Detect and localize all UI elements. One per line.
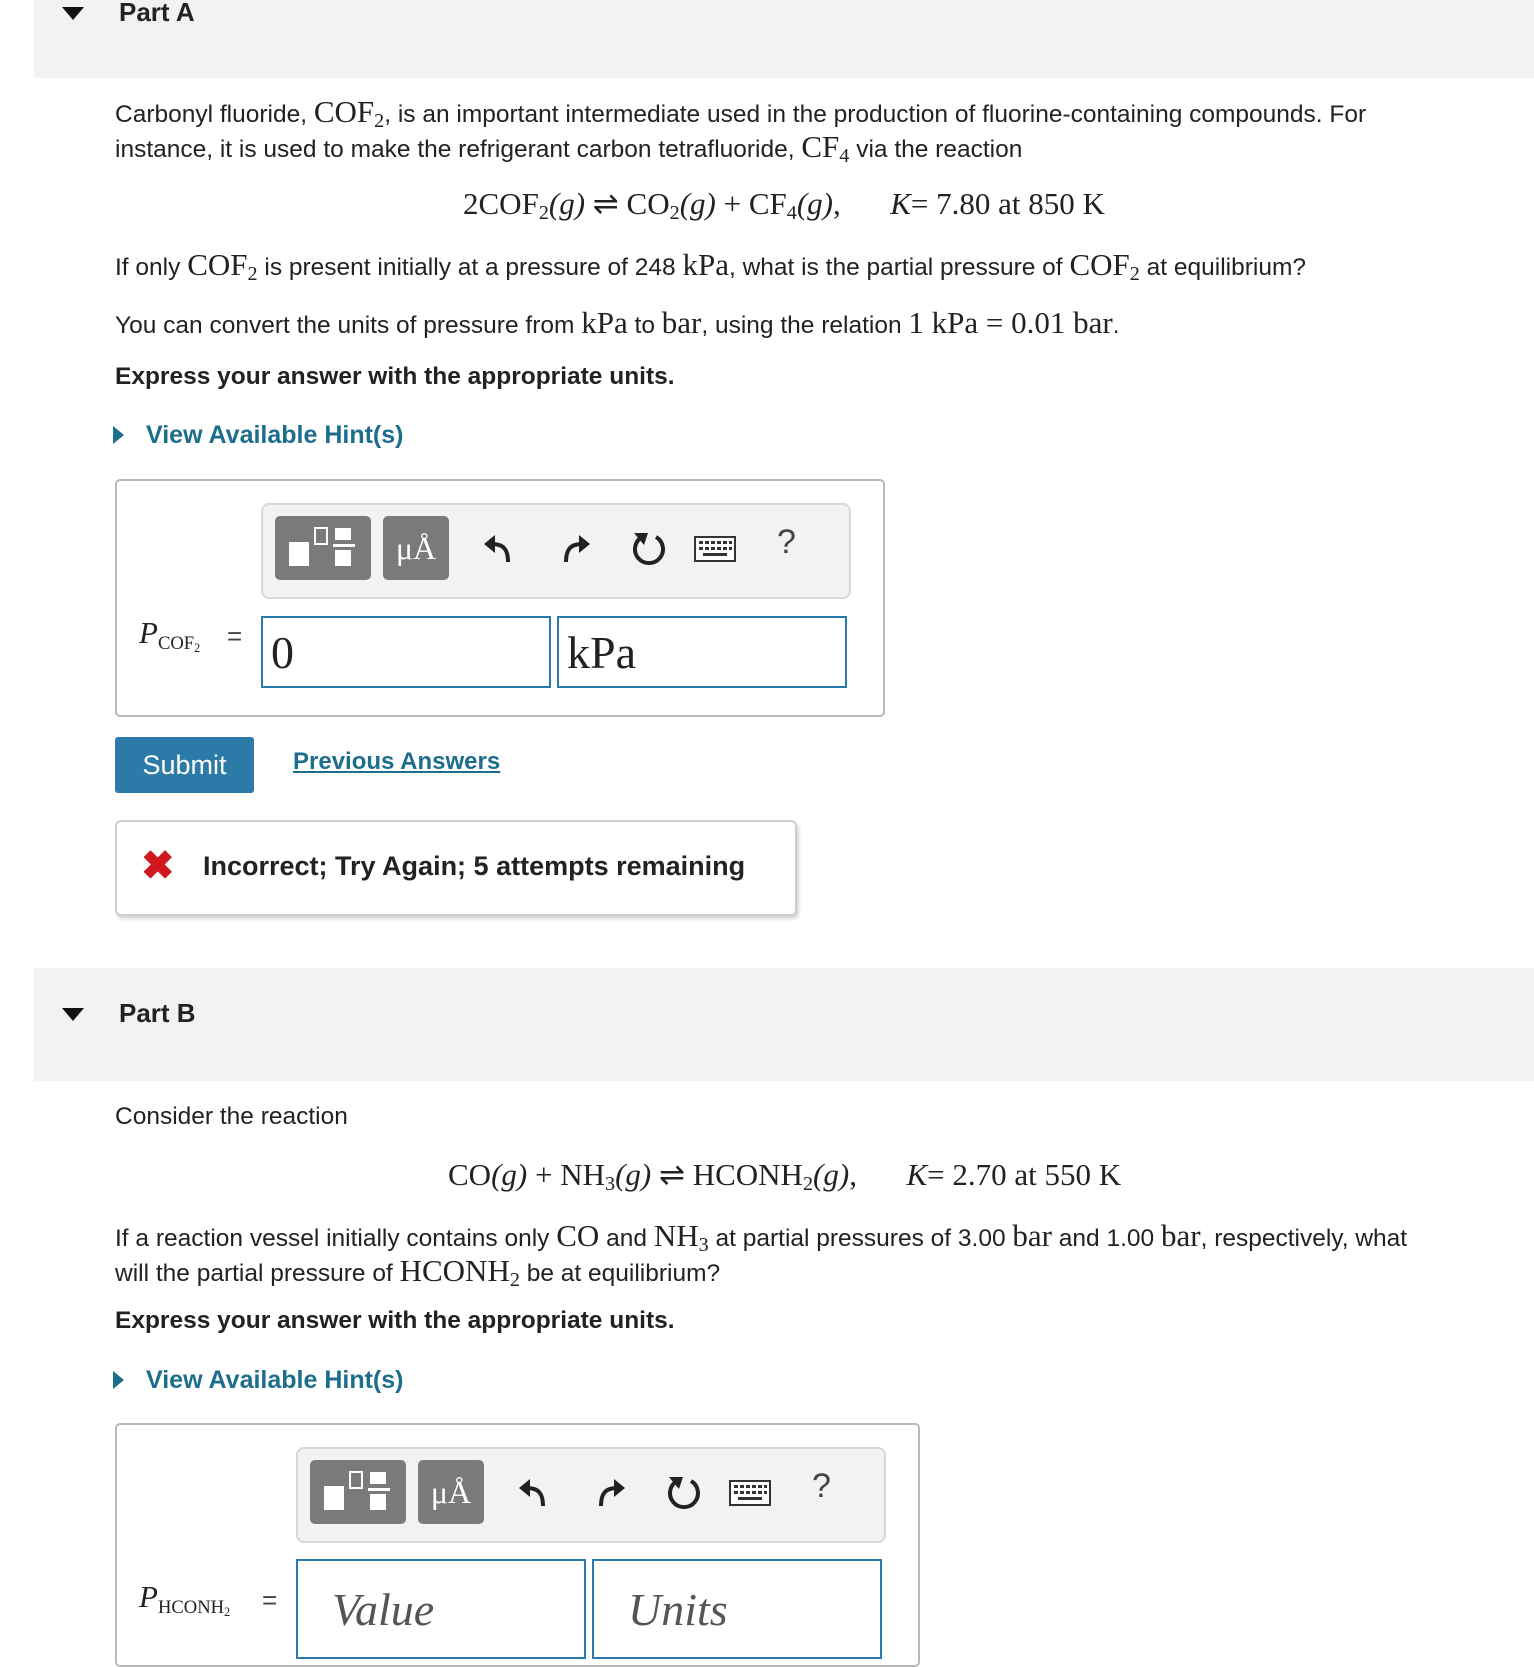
reset-icon[interactable] [660,1469,708,1517]
previous-answers-link[interactable]: Previous Answers [293,748,501,775]
part-b-title: Part B [119,998,196,1028]
feedback-text: Incorrect; Try Again; 5 attempts remaining [203,851,746,881]
part-a-header[interactable] [34,0,1534,78]
part-a-reaction-equation: $2COF_2(g)$ ⇌ $CO_2(g) + CF_4(g)$, K= 7.80 at 850 K [463,186,1105,225]
part-b-variable-label: $P_{HCONH_2}$ [139,1579,231,1619]
units-button[interactable]: μÅ [383,516,449,580]
part-a-units-input[interactable]: kPa [557,616,847,688]
reset-icon[interactable] [625,525,673,573]
part-a-value-input[interactable]: 0 [261,616,551,688]
templates-button[interactable] [275,516,371,580]
undo-icon[interactable] [475,525,523,573]
caret-right-icon [113,426,124,444]
part-b-view-hints-link[interactable]: View Available Hint(s) [113,1366,403,1395]
part-b-answer-box [115,1423,920,1667]
templates-icon [275,516,371,580]
part-b-reaction-equation: $CO(g) + NH_3(g)$ ⇌ $HCONH_2(g)$, K= 2.70 at 550 K [448,1157,1122,1196]
collapse-triangle-icon[interactable] [62,1008,84,1021]
part-a-question: If only $COF_2$ is present initially at a pressure of 248 kPa, what is the partial pressure of $COF_2$ at equilibrium? [115,247,1306,286]
equals-sign: = [227,621,243,651]
part-a-instructions: Express your answer with the appropriate units. [115,363,675,390]
help-button[interactable]: ? [777,523,796,561]
part-a-intro: Carbonyl fluoride, $COF_2$, is an important intermediate used in the production of fluorine-containing compounds. For instance, it is used to make the refrigerant carbon tetrafluoride, $CF_4$ via the reaction [115,94,1367,168]
caret-right-icon [113,1371,124,1389]
part-a-view-hints-link[interactable]: View Available Hint(s) [113,421,403,450]
incorrect-x-icon: ✖ [141,844,175,888]
feedback-message [115,820,797,916]
part-b-question: If a reaction vessel initially contains only CO and $NH_3$ at partial pressures of 3.00 bar and 1.00 bar, respectively, what will the partial pressure of $HCONH_2$ be at equilibrium? [115,1218,1408,1292]
submit-button[interactable]: Submit [115,737,254,793]
collapse-triangle-icon[interactable] [62,7,84,20]
redo-icon[interactable] [551,525,599,573]
part-b-instructions: Express your answer with the appropriate units. [115,1307,675,1334]
part-b-intro: Consider the reaction [115,1103,348,1130]
part-a-answer-box [115,479,885,717]
undo-icon[interactable] [510,1469,558,1517]
equals-sign: = [262,1585,278,1615]
part-a-math-toolbar [261,503,851,599]
help-button[interactable]: ? [812,1467,831,1505]
keyboard-icon[interactable] [691,525,739,573]
part-b-math-toolbar [296,1447,886,1543]
part-a-conversion-note: You can convert the units of pressure from kPa to bar, using the relation 1 kPa = 0.01 bar. [115,305,1120,340]
keyboard-icon[interactable] [726,1469,774,1517]
units-button[interactable]: μÅ [418,1460,484,1524]
templates-button[interactable] [310,1460,406,1524]
part-b-units-input[interactable]: Units [592,1559,882,1659]
redo-icon[interactable] [586,1469,634,1517]
templates-icon [310,1460,406,1524]
part-a-title: Part A [119,0,195,27]
part-b-value-input[interactable]: Value [296,1559,586,1659]
part-b-header[interactable] [34,968,1534,1081]
part-a-variable-label: $P_{COF_2}$ [139,615,201,655]
